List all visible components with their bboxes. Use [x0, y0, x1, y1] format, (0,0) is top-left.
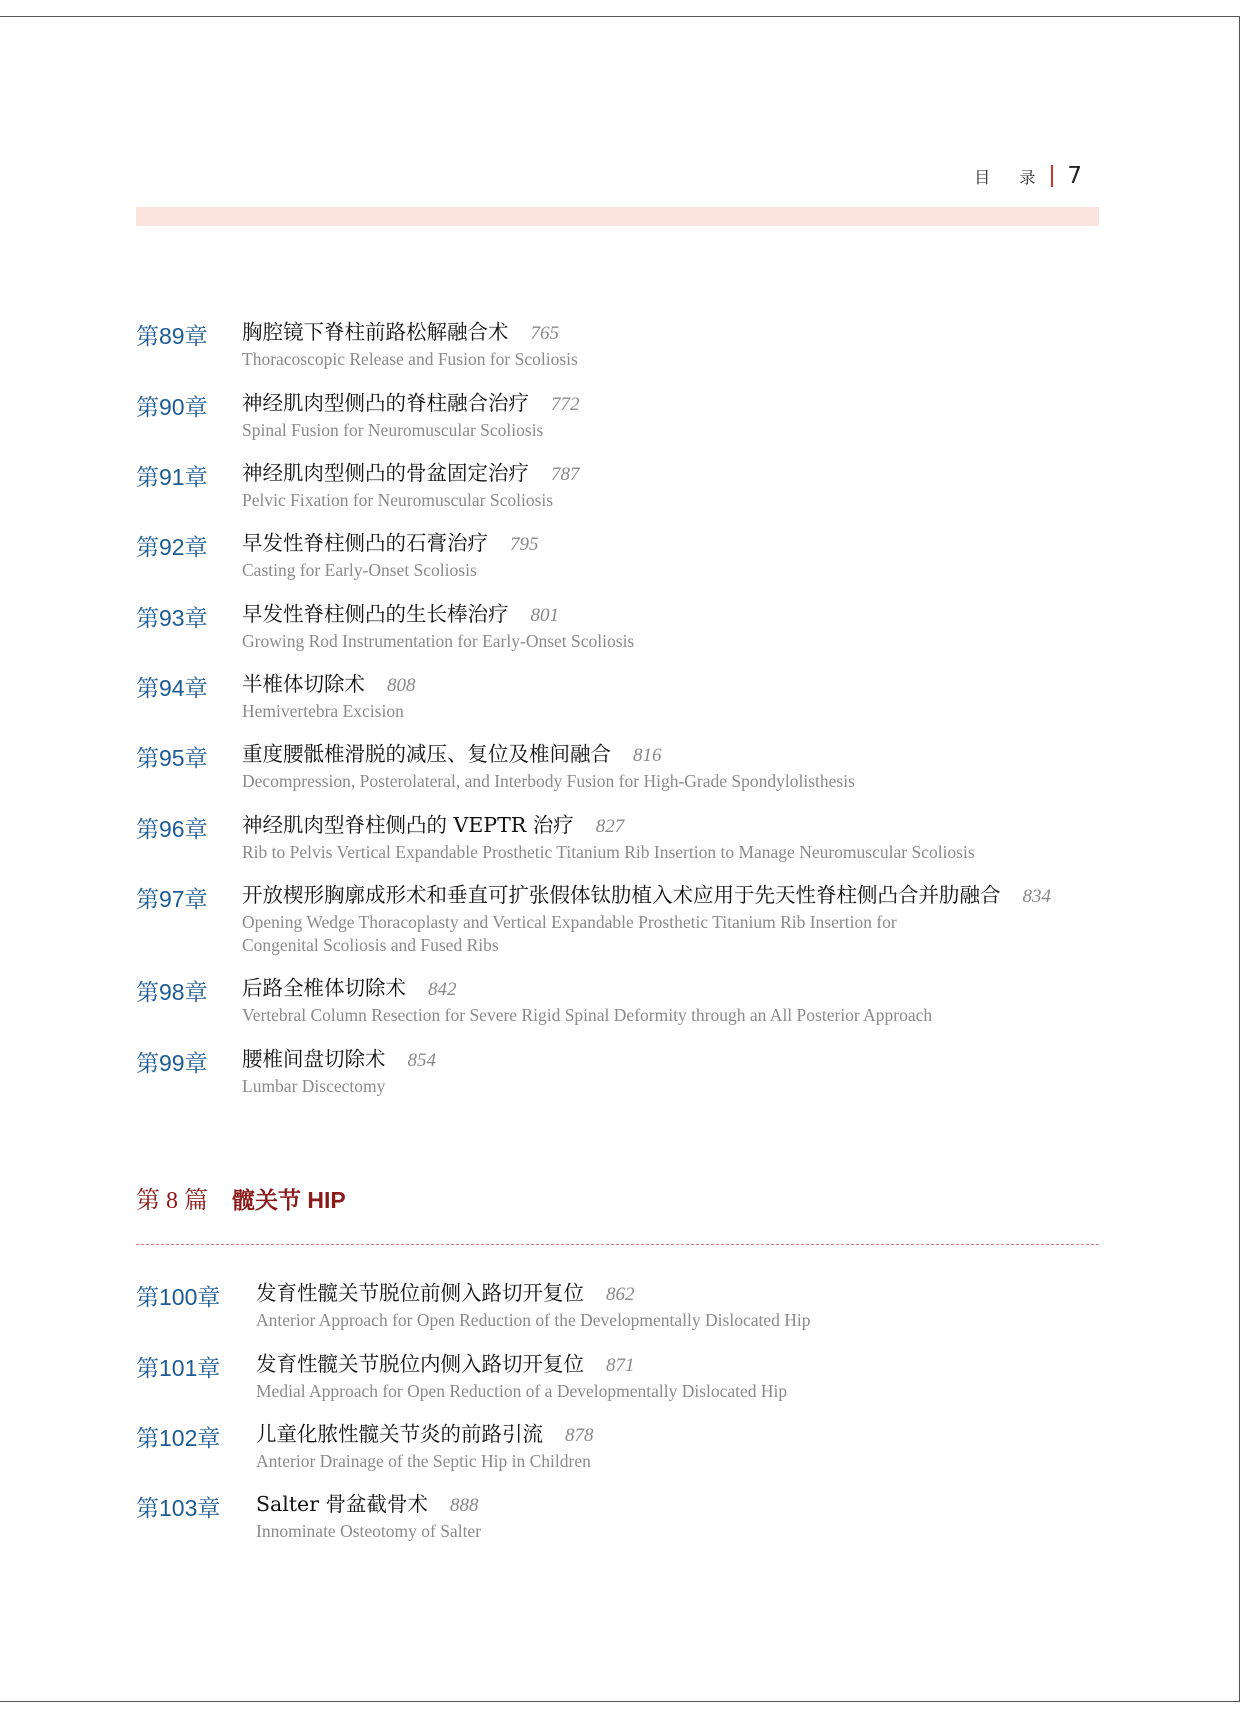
header-divider [1051, 165, 1053, 187]
chapter-number: 第91章 [136, 464, 208, 490]
chapter-title-en: Rib to Pelvis Vertical Expandable Prosthetic Titanium Rib Insertion to Manage Neuromuscular Scoliosis [242, 842, 975, 862]
chapter-page-number: 787 [551, 464, 580, 485]
chapter-page-number: 862 [606, 1284, 635, 1305]
chapter-title-zh [242, 459, 580, 489]
chapter-title-en: Anterior Drainage of the Septic Hip in Children [256, 1451, 591, 1471]
chapter-title-en: Vertebral Column Resection for Severe Rigid Spinal Deformity through an All Posterior Approach [242, 1005, 933, 1025]
part-divider [136, 1244, 1099, 1245]
chapter-page-number: 795 [510, 534, 539, 555]
header-band [136, 207, 1099, 226]
chapter-title-zh-text: 早发性脊柱侧凸的石膏治疗 [242, 531, 488, 555]
chapter-title-zh [242, 881, 1051, 911]
chapter-title-zh [256, 1279, 811, 1309]
chapter-body [242, 974, 932, 1027]
chapter-page-number: 842 [428, 979, 457, 1000]
chapter-title-zh-text: 早发性脊柱侧凸的生长棒治疗 [242, 602, 509, 626]
chapter-title-en: Casting for Early-Onset Scoliosis [242, 560, 477, 580]
chapter-number: 第100章 [136, 1284, 221, 1310]
chapter-title-zh [242, 318, 578, 348]
chapter-body [242, 529, 539, 582]
chapter-title-zh [256, 1350, 787, 1380]
chapter-title-zh-text: 神经肌肉型侧凸的脊柱融合治疗 [242, 391, 529, 415]
running-header [974, 163, 1082, 189]
chapter-title-zh [242, 974, 932, 1004]
chapter-page-number: 772 [551, 394, 580, 415]
chapter-title-en: Pelvic Fixation for Neuromuscular Scoliosis [242, 490, 554, 510]
chapter-title-zh [242, 811, 975, 841]
chapter-page-number: 834 [1022, 886, 1051, 907]
part-title: 髋关节 HIP [232, 1187, 346, 1213]
chapter-page-number: 827 [595, 816, 625, 837]
chapter-number: 第101章 [136, 1355, 221, 1381]
header-page-number: 7 [1067, 163, 1082, 189]
chapter-body [256, 1350, 787, 1403]
chapter-body [256, 1279, 811, 1332]
chapter-title-zh-text: 半椎体切除术 [242, 672, 365, 696]
chapter-number: 第96章 [136, 816, 208, 842]
chapter-body [242, 459, 580, 512]
chapter-title-en: Anterior Approach for Open Reduction of the Developmentally Dislocated Hip [256, 1310, 811, 1330]
chapter-title-en: Congenital Scoliosis and Fused Ribs [242, 935, 499, 955]
chapter-title-zh [256, 1490, 481, 1520]
chapter-title-en: Medial Approach for Open Reduction of a Developmentally Dislocated Hip [256, 1381, 788, 1401]
chapter-number: 第89章 [136, 323, 208, 349]
chapter-body [242, 318, 578, 371]
chapter-title-zh-text: 发育性髋关节脱位内侧入路切开复位 [256, 1352, 584, 1376]
chapter-title-zh [242, 670, 416, 700]
chapter-number: 第94章 [136, 675, 208, 701]
chapter-number: 第99章 [136, 1050, 208, 1076]
chapter-title-zh-text: 后路全椎体切除术 [242, 976, 406, 1000]
chapter-page-number: 878 [565, 1425, 594, 1446]
chapter-title-zh-text: 重度腰骶椎滑脱的减压、复位及椎间融合 [242, 742, 611, 766]
part-heading [136, 1180, 346, 1215]
chapter-body [242, 600, 634, 653]
chapter-page-number: 871 [606, 1355, 635, 1376]
chapter-title-en: Innominate Osteotomy of Salter [256, 1521, 482, 1541]
chapter-number: 第98章 [136, 979, 208, 1005]
chapter-title-zh [242, 389, 580, 419]
chapter-number: 第102章 [136, 1425, 221, 1451]
chapter-title-zh-text: 儿童化脓性髋关节炎的前路引流 [256, 1422, 543, 1446]
chapter-title-en: Hemivertebra Excision [242, 701, 404, 721]
chapter-number: 第92章 [136, 534, 208, 560]
chapter-body [256, 1420, 594, 1473]
chapter-number: 第93章 [136, 605, 208, 631]
chapter-title-zh-text: 腰椎间盘切除术 [242, 1047, 386, 1071]
chapter-body [242, 1045, 436, 1098]
chapter-title-zh [242, 740, 855, 770]
chapter-number: 第103章 [136, 1495, 221, 1521]
chapter-title-en: Opening Wedge Thoracoplasty and Vertical Expandable Prosthetic Titanium Rib Insertion for [242, 912, 897, 932]
chapter-page-number: 808 [387, 675, 416, 696]
chapter-body [242, 881, 1051, 957]
chapter-body [242, 811, 975, 864]
chapter-body [256, 1490, 481, 1543]
chapter-number: 第97章 [136, 886, 208, 912]
chapter-title-zh [256, 1420, 594, 1450]
chapter-page-number: 801 [530, 605, 559, 626]
chapter-title-zh-text: Salter 骨盆截骨术 [256, 1492, 429, 1516]
chapter-title-en: Growing Rod Instrumentation for Early-Onset Scoliosis [242, 631, 635, 651]
chapter-body [242, 389, 580, 442]
chapter-title-zh [242, 1045, 436, 1075]
header-title: 目 录 [974, 167, 1048, 187]
chapter-title-zh-text: 神经肌肉型脊柱侧凸的 VEPTR 治疗 [242, 813, 574, 837]
chapter-title-zh-text: 胸腔镜下脊柱前路松解融合术 [242, 320, 509, 344]
chapter-title-zh [242, 529, 539, 559]
chapter-title-en: Spinal Fusion for Neuromuscular Scoliosis [242, 420, 544, 440]
chapter-title-zh-text: 开放楔形胸廓成形术和垂直可扩张假体钛肋植入术应用于先天性脊柱侧凸合并肋融合 [242, 883, 1001, 907]
part-number: 第 8 篇 [136, 1188, 208, 1214]
chapter-title-zh-text: 神经肌肉型侧凸的骨盆固定治疗 [242, 461, 529, 485]
chapter-page-number: 888 [450, 1495, 479, 1516]
chapter-title-en: Thoracoscopic Release and Fusion for Scoliosis [242, 349, 578, 369]
chapter-title-zh [242, 600, 634, 630]
chapter-number: 第95章 [136, 745, 208, 771]
chapter-body [242, 740, 855, 793]
chapter-title-en: Decompression, Posterolateral, and Interbody Fusion for High-Grade Spondylolisthesis [242, 771, 855, 791]
chapter-number: 第90章 [136, 394, 208, 420]
chapter-title-en: Lumbar Discectomy [242, 1076, 386, 1096]
chapter-page-number: 854 [407, 1050, 436, 1071]
chapter-body [242, 670, 416, 723]
chapter-title-zh-text: 发育性髋关节脱位前侧入路切开复位 [256, 1281, 584, 1305]
chapter-page-number: 765 [530, 323, 559, 344]
chapter-page-number: 816 [633, 745, 662, 766]
